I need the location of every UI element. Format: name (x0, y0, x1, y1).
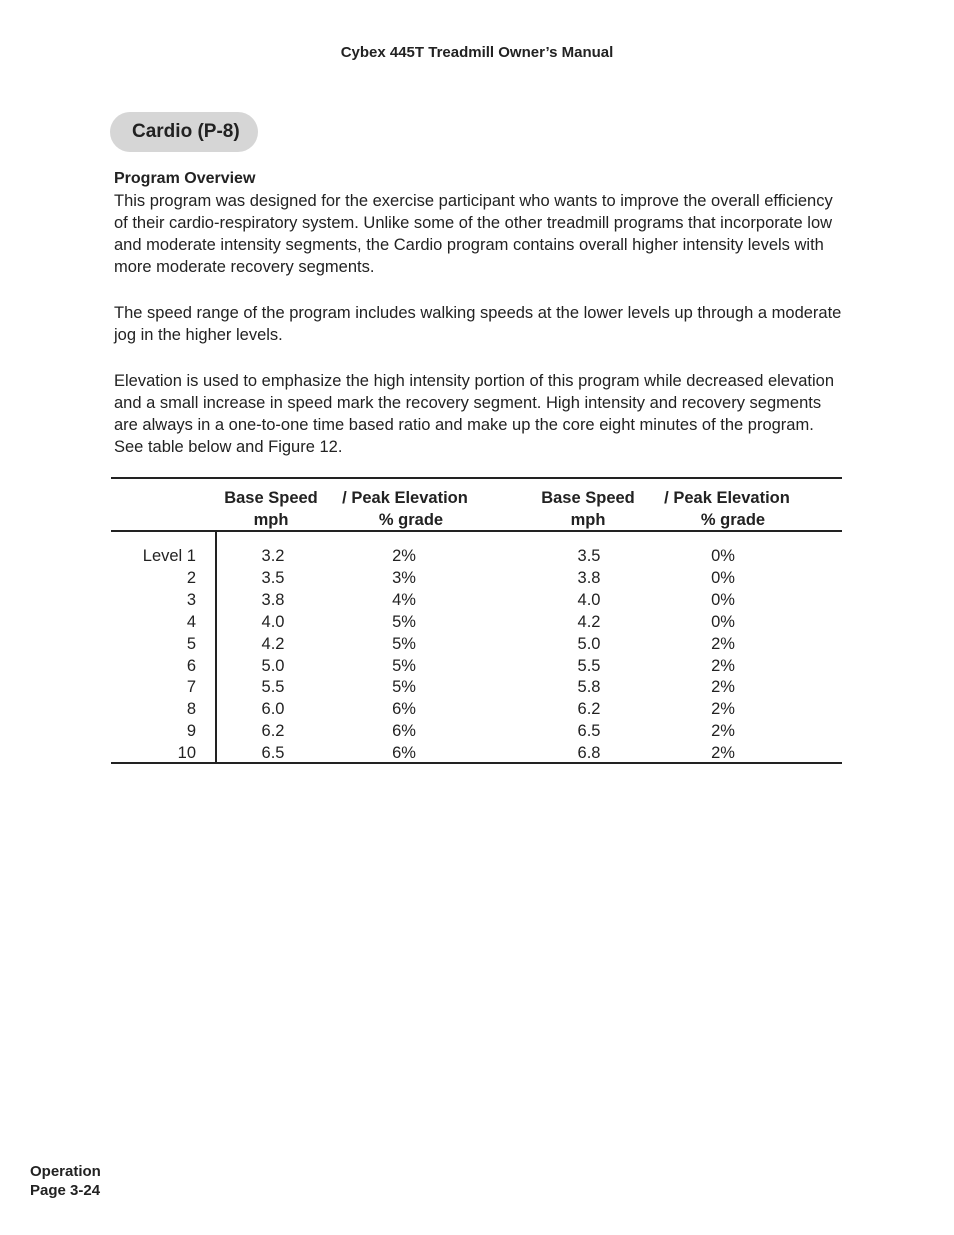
header-base-speed-2 (538, 487, 638, 531)
peak-elevation-cell: 2% (392, 547, 416, 565)
header-unit: % grade (700, 511, 766, 529)
header-peak-elevation-2 (657, 487, 797, 531)
level-label: 4 (186, 612, 196, 631)
level-label: 10 (177, 744, 196, 763)
level-label: Level 1 (142, 547, 196, 565)
base-speed-cell: 4.2 (261, 634, 285, 653)
running-header: Cybex 445T Treadmill Owner’s Manual (340, 44, 614, 61)
section-title: Cardio (P-8) (110, 112, 258, 152)
peak-elevation-cell: 5% (392, 612, 416, 631)
table-header (111, 479, 842, 532)
peak-elevation-cell: 6% (392, 700, 416, 719)
peak-elevation-cell: 5% (392, 656, 416, 675)
peak-elevation-cell: 2% (711, 722, 735, 741)
base-speed-cell: 6.5 (577, 722, 601, 741)
peak-elevation-cell: 5% (392, 634, 416, 653)
peak-elevation-cell: 2% (711, 634, 735, 653)
overview-heading: Program Overview (114, 170, 256, 187)
base-speed-cell: 3.2 (261, 547, 285, 565)
overview-paragraph-1: This program was designed for the exercise participant who wants to improve the overall efficiency of their cardio-respiratory system. Unlike some of the other treadmill programs that incorporate low and moderate intensity segments, the Cardio program contains overall higher intensity levels with more moderate recovery segments. (114, 192, 833, 276)
table-row (111, 698, 842, 720)
header-unit: mph (253, 511, 289, 529)
speed-elevation-table (111, 477, 842, 764)
level-label: 7 (186, 678, 196, 697)
peak-elevation-cell: 0% (711, 547, 735, 565)
table-row (111, 676, 842, 698)
table-row (111, 611, 842, 633)
header-label: Base Speed (541, 489, 635, 507)
base-speed-cell: 3.5 (261, 568, 285, 587)
program-overview (114, 168, 844, 482)
base-speed-cell: 5.5 (261, 678, 285, 697)
base-speed-cell: 5.0 (261, 656, 285, 675)
peak-elevation-cell: 3% (392, 568, 416, 587)
table-row (111, 589, 842, 611)
table-row (111, 720, 842, 742)
base-speed-cell: 6.0 (261, 700, 285, 719)
base-speed-cell: 5.0 (577, 634, 601, 653)
header-unit: % grade (378, 511, 444, 529)
header-label: / Peak Elevation (664, 489, 790, 507)
base-speed-cell: 5.8 (577, 678, 601, 697)
table-row (111, 545, 842, 567)
table-row (111, 655, 842, 677)
table-row (111, 742, 842, 764)
peak-elevation-cell: 4% (392, 590, 416, 609)
overview-paragraph-3: Elevation is used to emphasize the high intensity portion of this program while decreased elevation and a small increase in speed mark the recovery segment. High intensity and recovery segments are always in a one-to-one time based ratio and make up the core eight minutes of the program. See table below and Figure 12. (114, 372, 834, 456)
level-label: 2 (186, 568, 196, 587)
table-body (111, 532, 842, 764)
base-speed-cell: 6.5 (261, 744, 285, 763)
base-speed-cell: 6.2 (261, 722, 285, 741)
base-speed-cell: 5.5 (577, 656, 601, 675)
base-speed-cell: 3.8 (577, 568, 601, 587)
overview-paragraph-2: The speed range of the program includes walking speeds at the lower levels up through a moderate jog in the higher levels. (114, 304, 842, 344)
level-label: 5 (186, 634, 196, 653)
base-speed-cell: 4.0 (577, 590, 601, 609)
base-speed-cell: 6.8 (577, 744, 601, 763)
header-label: Base Speed (224, 489, 318, 507)
peak-elevation-cell: 2% (711, 744, 735, 763)
peak-elevation-cell: 5% (392, 678, 416, 697)
footer-page-number: Page 3-24 (30, 1182, 101, 1199)
header-base-speed-1 (221, 487, 321, 531)
header-peak-elevation-1 (335, 487, 475, 531)
level-label: 8 (186, 700, 196, 719)
base-speed-cell: 3.8 (261, 590, 285, 609)
peak-elevation-cell: 2% (711, 656, 735, 675)
level-label: 9 (186, 722, 196, 741)
header-label: / Peak Elevation (342, 489, 468, 507)
footer-section: Operation (30, 1163, 101, 1180)
table-row (111, 633, 842, 655)
base-speed-cell: 3.5 (577, 547, 601, 565)
peak-elevation-cell: 2% (711, 678, 735, 697)
peak-elevation-cell: 0% (711, 590, 735, 609)
base-speed-cell: 4.2 (577, 612, 601, 631)
peak-elevation-cell: 2% (711, 700, 735, 719)
level-label: 3 (186, 590, 196, 609)
peak-elevation-cell: 6% (392, 744, 416, 763)
peak-elevation-cell: 0% (711, 568, 735, 587)
base-speed-cell: 4.0 (261, 612, 285, 631)
page-footer (30, 1162, 101, 1200)
header-unit: mph (570, 511, 606, 529)
peak-elevation-cell: 6% (392, 722, 416, 741)
peak-elevation-cell: 0% (711, 612, 735, 631)
table-row (111, 567, 842, 589)
level-label: 6 (186, 656, 196, 675)
base-speed-cell: 6.2 (577, 700, 601, 719)
